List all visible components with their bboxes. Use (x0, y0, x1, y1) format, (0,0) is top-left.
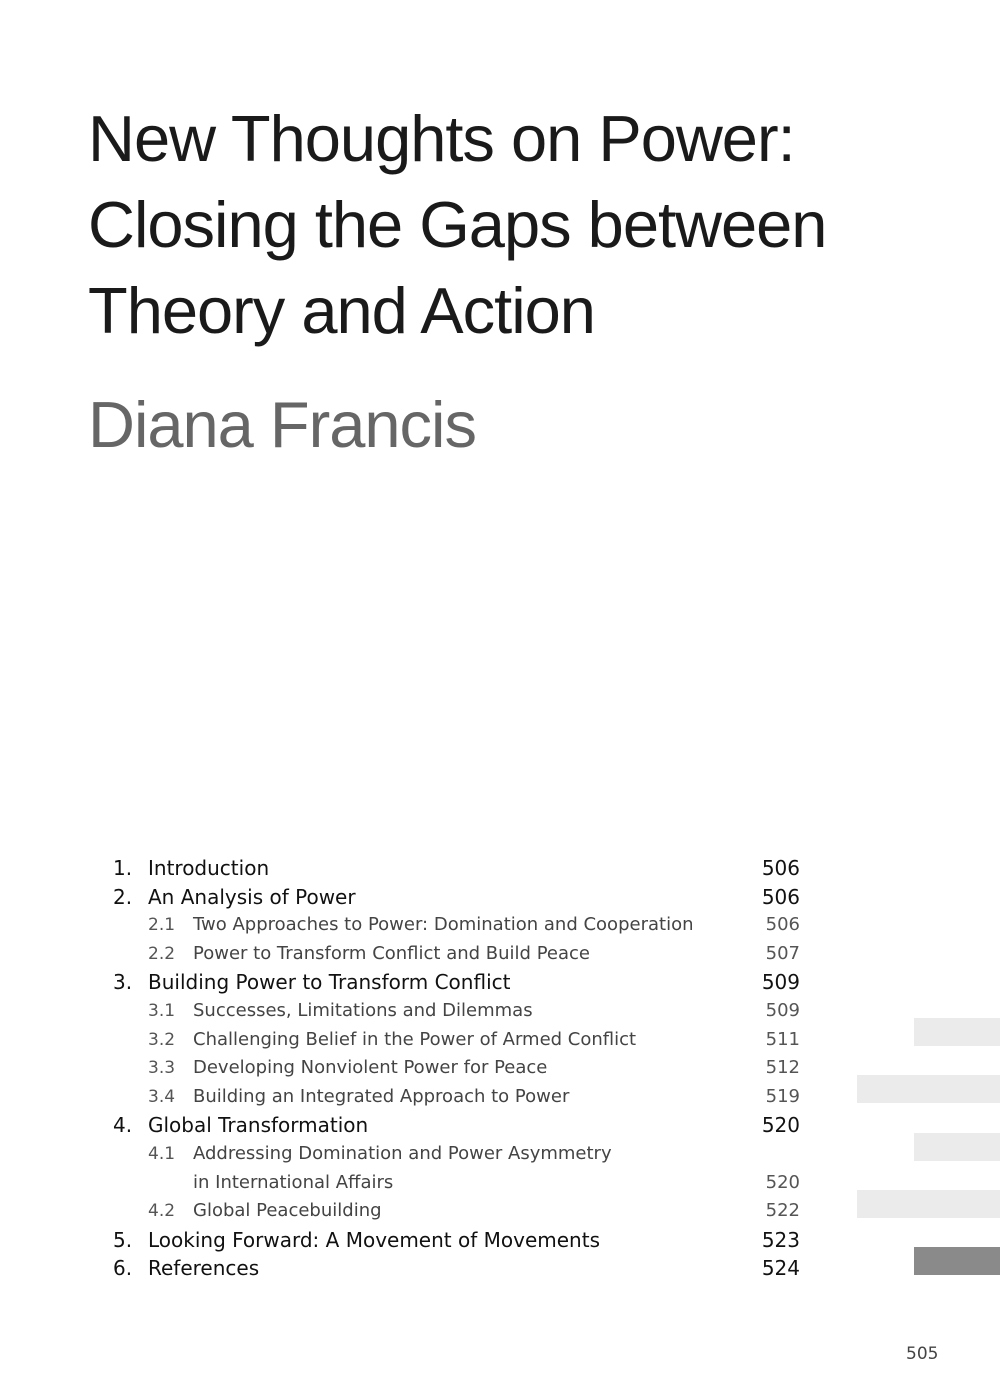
chapter-title (88, 96, 948, 354)
chapter-title-line-2: Closing the Gaps between (88, 188, 827, 261)
toc-entry-label: Introduction (148, 856, 270, 880)
toc-entry-label: Global Peacebuilding (193, 1200, 382, 1222)
toc-entry-number: 6. (113, 1256, 133, 1281)
toc-entry-number: 3.3 (148, 1058, 176, 1079)
toc-entry-label: Global Transformation (148, 1113, 369, 1138)
toc-entry-number: 3.2 (148, 1029, 176, 1050)
toc-entry-page: 507 (765, 942, 800, 964)
toc-entry-number: 4. (113, 1113, 133, 1138)
toc-entry-page: 519 (765, 1085, 800, 1107)
toc-entry-page: 520 (761, 1113, 800, 1138)
toc-entry-number: 1. (113, 856, 133, 880)
toc-subentry-continuation[interactable] (113, 1169, 803, 1198)
toc-entry[interactable] (113, 968, 803, 997)
toc-entry[interactable] (113, 1254, 803, 1283)
toc-entry-page: 520 (765, 1171, 800, 1193)
toc-entry-label: Two Approaches to Power: Domination and Cooperation (193, 914, 694, 936)
thumb-tab-active (914, 1247, 1000, 1275)
thumb-tab (914, 1133, 1000, 1161)
toc-subentry[interactable] (113, 1083, 803, 1112)
toc-entry-page: 523 (761, 1227, 800, 1252)
toc-entry-label: References (148, 1256, 260, 1281)
toc-entry[interactable] (113, 854, 803, 883)
thumb-tab (857, 1075, 1000, 1103)
toc-entry-label: Power to Transform Conflict and Build Peace (193, 942, 590, 964)
page-number: 505 (906, 1344, 939, 1364)
toc-subentry[interactable] (113, 997, 803, 1026)
toc-entry-number: 5. (113, 1227, 133, 1252)
author-name: Diana Francis (88, 388, 476, 461)
toc-subentry[interactable] (113, 1054, 803, 1083)
toc-entry-page: 522 (765, 1200, 800, 1222)
toc-entry[interactable] (113, 883, 803, 912)
toc-entry-number: 4.2 (148, 1201, 176, 1222)
toc-entry-label: Developing Nonviolent Power for Peace (193, 1057, 548, 1079)
section-thumb-tabs (850, 0, 1000, 1400)
toc-entry[interactable] (113, 1111, 803, 1140)
toc-entry-page: 512 (765, 1057, 800, 1079)
toc-entry-number: 2.2 (148, 943, 176, 964)
toc-subentry[interactable] (113, 1197, 803, 1226)
toc-entry-number: 2. (113, 884, 133, 909)
toc-entry-label: Addressing Domination and Power Asymmetry (193, 1142, 612, 1164)
toc-entry-label: Challenging Belief in the Power of Armed Conflict (193, 1028, 637, 1050)
toc-entry-number: 2.1 (148, 915, 176, 936)
toc-entry-label: An Analysis of Power (148, 884, 356, 909)
toc-entry-page: 511 (765, 1028, 800, 1050)
toc-entry-number: 3.4 (148, 1086, 176, 1107)
toc-entry-page: 506 (765, 914, 800, 936)
chapter-title-line-3: Theory and Action (88, 274, 595, 347)
toc-entry-label: Building Power to Transform Conflict (148, 970, 511, 995)
toc-entry-page: 509 (765, 999, 800, 1021)
thumb-tab (857, 1190, 1000, 1218)
toc-entry-label: Building an Integrated Approach to Power (193, 1085, 570, 1107)
toc-entry-label: in International Affairs (193, 1171, 394, 1193)
toc-entry-page: 509 (761, 970, 800, 995)
toc-subentry[interactable] (113, 911, 803, 940)
table-of-contents (113, 854, 803, 1283)
chapter-title-line-1: New Thoughts on Power: (88, 102, 795, 175)
toc-entry[interactable] (113, 1226, 803, 1255)
toc-entry-page: 506 (761, 884, 800, 909)
toc-subentry[interactable] (113, 940, 803, 969)
thumb-tab (914, 1018, 1000, 1046)
toc-entry-page: 506 (761, 856, 800, 880)
toc-subentry[interactable] (113, 1140, 803, 1169)
toc-entry-label: Successes, Limitations and Dilemmas (193, 999, 533, 1021)
toc-entry-page: 524 (761, 1256, 800, 1281)
toc-entry-number: 3. (113, 970, 133, 995)
toc-entry-label: Looking Forward: A Movement of Movements (148, 1227, 600, 1252)
toc-entry-number: 4.1 (148, 1143, 176, 1164)
toc-subentry[interactable] (113, 1026, 803, 1055)
toc-entry-number: 3.1 (148, 1000, 176, 1021)
